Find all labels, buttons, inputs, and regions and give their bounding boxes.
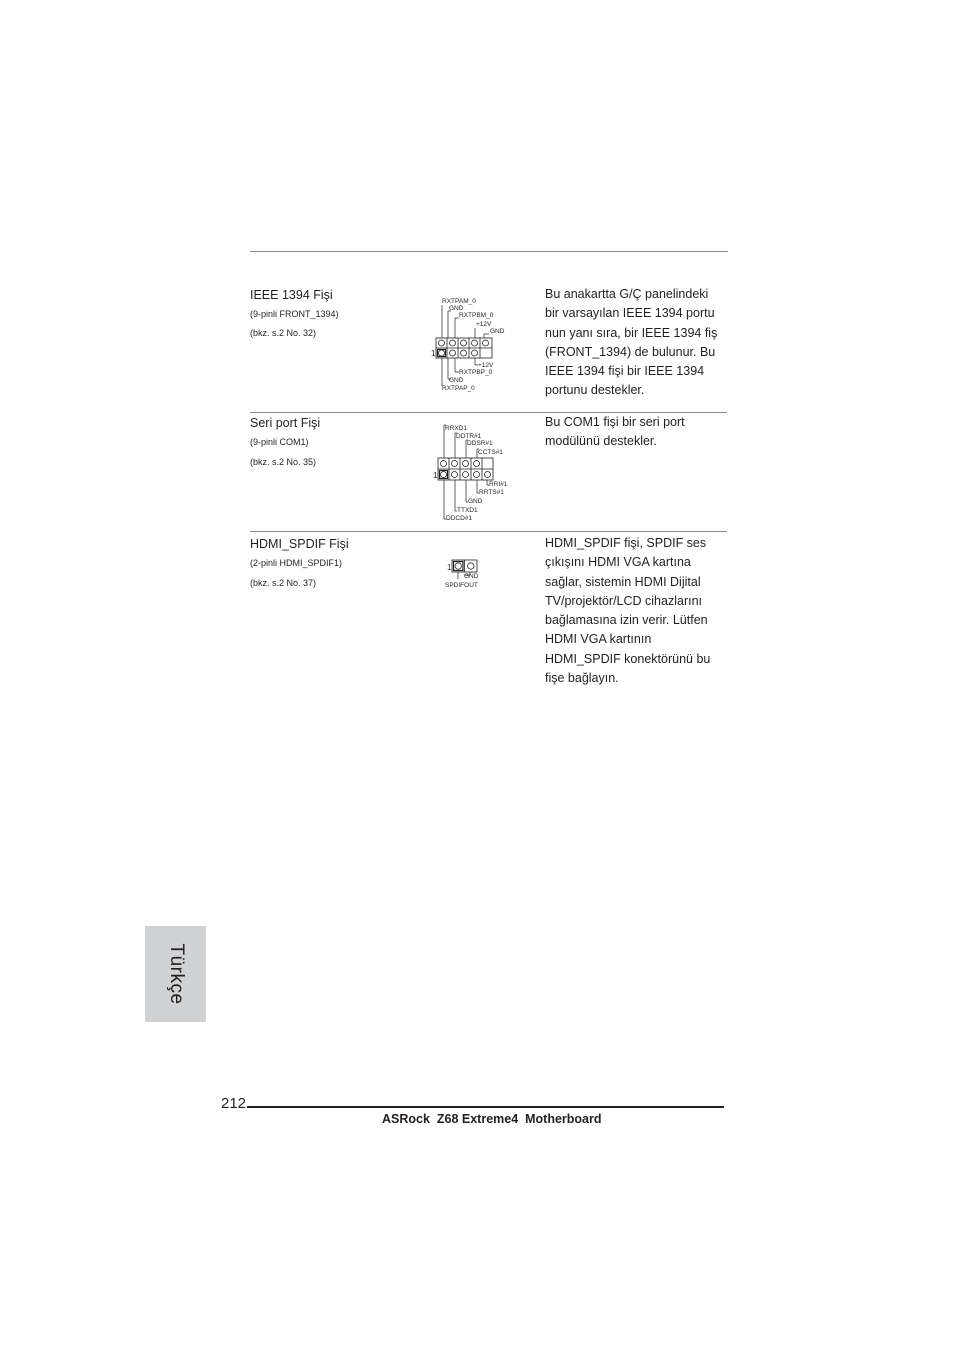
desc-line: Bu anakartta G/Ç panelindeki	[545, 287, 709, 301]
footer-product-name: ASRock Z68 Extreme4 Motherboard	[382, 1112, 602, 1126]
section-sub-ieee1394-ref: (bkz. s.2 No. 32)	[250, 328, 317, 338]
pin-label: TTXD1	[457, 507, 478, 514]
pin-label: SPDIFOUT	[445, 582, 478, 589]
pin-label: RRI#1	[489, 481, 508, 488]
ieee1394-pin-diagram	[428, 294, 518, 394]
section-title-serial: Seri port Fişi	[250, 416, 321, 430]
desc-line: TV/projektör/LCD cihazlarını	[545, 593, 703, 608]
language-label: Türkçe	[165, 943, 187, 1005]
pin-one-label: 1	[431, 349, 436, 358]
pin-label: DDSR#1	[467, 440, 493, 447]
desc-line: fişe bağlayın.	[545, 671, 619, 686]
pin-label: RXTPAM_0	[442, 298, 476, 305]
desc-line: bağlamasına izin verir. Lütfen	[545, 613, 708, 628]
section-divider	[250, 531, 727, 532]
pin-label: RXTPBP_0	[459, 369, 493, 376]
desc-line: HDMI_SPDIF fişi, SPDIF ses	[545, 536, 707, 550]
hdmi-spdif-pin-diagram	[440, 556, 490, 592]
pin-label: RRXD1	[445, 425, 468, 432]
pin-one-label: 1	[447, 563, 452, 572]
pin-label: +12V	[478, 362, 494, 369]
pin-label: CCTS#1	[478, 449, 503, 456]
pin-label: GND	[468, 498, 483, 505]
top-rule	[250, 251, 728, 252]
section-sub-ieee1394-pins: (9-pinli FRONT_1394)	[250, 309, 339, 319]
desc-line: bir varsayılan IEEE 1394 portu	[545, 306, 715, 321]
desc-line: portunu destekler.	[545, 383, 645, 398]
pin-one-label: 1	[433, 471, 438, 480]
desc-line: sağlar, sistemin HDMI Dijital	[545, 574, 701, 589]
pin-label: RXTPAP_0	[442, 385, 475, 392]
pin-label: GND	[464, 573, 479, 580]
serial-pin-diagram	[428, 420, 518, 525]
pin-label: RXTPBM_0	[459, 312, 494, 319]
pin-label: GND	[490, 328, 505, 335]
pin-label: +12V	[476, 321, 492, 328]
desc-line: IEEE 1394 fişi bir IEEE 1394	[545, 364, 705, 379]
section-sub-hdmi-spdif-pins: (2-pinli HDMI_SPDIF1)	[250, 558, 343, 568]
language-side-tab	[145, 926, 206, 1022]
desc-line: HDMI_SPDIF konektörünü bu	[545, 651, 711, 666]
desc-line: çıkışını HDMI VGA kartına	[545, 555, 691, 570]
desc-line: HDMI VGA kartının	[545, 632, 652, 647]
section-desc-serial	[545, 413, 730, 452]
desc-line: nun yanı sıra, bir IEEE 1394 fiş	[545, 325, 718, 340]
pin-label: DDCD#1	[446, 515, 473, 522]
footer-rule	[247, 1106, 724, 1108]
pin-label: GND	[449, 305, 464, 312]
desc-line: modülünü destekler.	[545, 434, 657, 449]
pin-label: GND	[449, 377, 464, 384]
desc-line: (FRONT_1394) de bulunur. Bu	[545, 344, 716, 359]
pin-label: RRTS#1	[479, 489, 504, 496]
page-number: 212	[221, 1095, 247, 1112]
section-desc-hdmi-spdif	[545, 534, 730, 688]
section-desc-ieee1394	[545, 285, 730, 401]
section-sub-hdmi-spdif-ref: (bkz. s.2 No. 37)	[250, 578, 317, 588]
section-sub-serial-ref: (bkz. s.2 No. 35)	[250, 457, 317, 467]
section-title-hdmi-spdif: HDMI_SPDIF Fişi	[250, 537, 349, 551]
section-sub-serial-pins: (9-pinli COM1)	[250, 437, 309, 447]
pin-label: DDTR#1	[456, 433, 482, 440]
desc-line: Bu COM1 fişi bir seri port	[545, 415, 685, 429]
section-title-ieee1394: IEEE 1394 Fişi	[250, 288, 333, 302]
